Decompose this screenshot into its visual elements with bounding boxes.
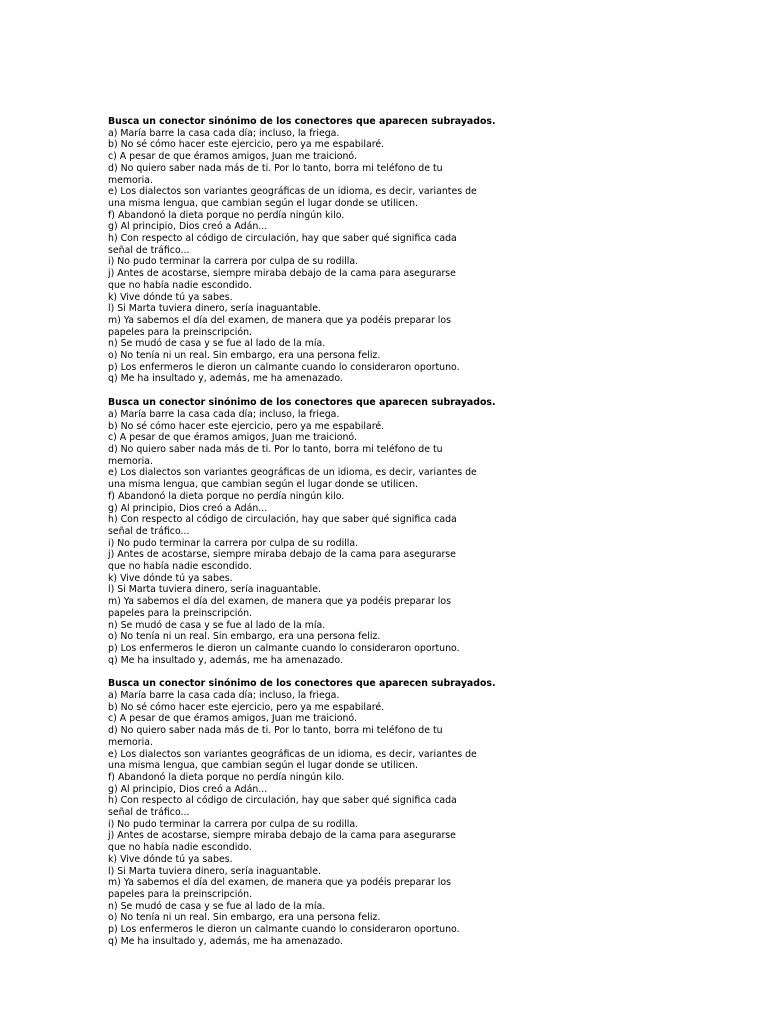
exercise-line: n) Se mudó de casa y se fue al lado de la mía. xyxy=(108,619,326,631)
exercise-line: l) Si Marta tuviera dinero, sería inaguantable. xyxy=(108,303,322,315)
exercise-line: una misma lengua, que cambian según el lugar donde se utilicen. xyxy=(108,479,419,491)
exercise-line: i) No pudo terminar la carrera por culpa de su rodilla. xyxy=(108,818,359,830)
exercise-title: Busca un conector sinónimo de los conectores que aparecen subrayados. xyxy=(108,678,496,690)
exercise-block xyxy=(108,397,508,666)
exercise-line: j) Antes de acostarse, siempre miraba debajo de la cama para asegurarse xyxy=(108,268,456,280)
exercise-line: i) No pudo terminar la carrera por culpa de su rodilla. xyxy=(108,256,359,268)
exercise-line: j) Antes de acostarse, siempre miraba debajo de la cama para asegurarse xyxy=(108,830,456,842)
exercise-line: m) Ya sabemos el día del examen, de manera que ya podéis preparar los xyxy=(108,314,452,326)
exercise-line: memoria. xyxy=(108,455,153,467)
exercise-line: k) Vive dónde tú ya sabes. xyxy=(108,291,233,303)
exercise-line: n) Se mudó de casa y se fue al lado de la mía. xyxy=(108,900,326,912)
exercise-line: m) Ya sabemos el día del examen, de manera que ya podéis preparar los xyxy=(108,877,452,889)
exercise-line: a) María barre la casa cada día; incluso, la friega. xyxy=(108,408,340,420)
exercise-line: n) Se mudó de casa y se fue al lado de la mía. xyxy=(108,338,326,350)
exercise-line: señal de tráfico... xyxy=(108,807,190,819)
exercise-line: f) Abandonó la dieta porque no perdía ningún kilo. xyxy=(108,209,345,221)
exercise-line: k) Vive dónde tú ya sabes. xyxy=(108,572,233,584)
exercise-title: Busca un conector sinónimo de los conectores que aparecen subrayados. xyxy=(108,116,496,127)
exercise-line: memoria. xyxy=(108,174,153,186)
exercise-line: una misma lengua, que cambian según el lugar donde se utilicen. xyxy=(108,760,419,772)
exercise-line: d) No quiero saber nada más de ti. Por lo tanto, borra mi teléfono de tu xyxy=(108,443,443,455)
exercise-line: e) Los dialectos son variantes geográficas de un idioma, es decir, variantes de xyxy=(108,748,477,760)
exercise-line: a) María barre la casa cada día; incluso, la friega. xyxy=(108,127,340,139)
exercise-line: señal de tráfico... xyxy=(108,244,190,256)
exercise-line: b) No sé cómo hacer este ejercicio, pero ya me espabilaré. xyxy=(108,701,385,713)
exercise-line: memoria. xyxy=(108,736,153,748)
exercise-block xyxy=(108,678,508,947)
exercise-line: g) Al principio, Dios creó a Adán... xyxy=(108,502,268,514)
exercise-line: o) No tenía ni un real. Sin embargo, era una persona feliz. xyxy=(108,912,381,924)
exercise-line: m) Ya sabemos el día del examen, de manera que ya podéis preparar los xyxy=(108,596,452,608)
exercise-line: f) Abandonó la dieta porque no perdía ningún kilo. xyxy=(108,490,345,502)
exercise-block xyxy=(108,116,508,385)
exercise-line: una misma lengua, que cambian según el lugar donde se utilicen. xyxy=(108,197,419,209)
document-page xyxy=(108,116,508,948)
exercise-line: o) No tenía ni un real. Sin embargo, era una persona feliz. xyxy=(108,350,381,362)
exercise-line: papeles para la preinscripción. xyxy=(108,889,253,900)
exercise-title: Busca un conector sinónimo de los conectores que aparecen subrayados. xyxy=(108,397,496,409)
exercise-line: q) Me ha insultado y, además, me ha amenazado. xyxy=(108,373,343,385)
exercise-line: g) Al principio, Dios creó a Adán... xyxy=(108,221,268,233)
exercise-line: q) Me ha insultado y, además, me ha amenazado. xyxy=(108,935,343,947)
exercise-line: q) Me ha insultado y, además, me ha amenazado. xyxy=(108,654,343,666)
exercise-line: l) Si Marta tuviera dinero, sería inaguantable. xyxy=(108,584,322,596)
exercise-line: l) Si Marta tuviera dinero, sería inaguantable. xyxy=(108,865,322,877)
exercise-line: g) Al principio, Dios creó a Adán... xyxy=(108,783,268,795)
exercise-line: b) No sé cómo hacer este ejercicio, pero ya me espabilaré. xyxy=(108,139,385,151)
exercise-line: p) Los enfermeros le dieron un calmante cuando lo consideraron oportuno. xyxy=(108,924,460,936)
exercise-line: j) Antes de acostarse, siempre miraba debajo de la cama para asegurarse xyxy=(108,549,456,561)
exercise-line: f) Abandonó la dieta porque no perdía ningún kilo. xyxy=(108,771,345,783)
exercise-line: c) A pesar de que éramos amigos, Juan me traicionó. xyxy=(108,713,357,725)
exercise-line: que no había nadie escondido. xyxy=(108,842,252,854)
exercise-line: d) No quiero saber nada más de ti. Por lo tanto, borra mi teléfono de tu xyxy=(108,162,443,174)
exercise-line: p) Los enfermeros le dieron un calmante cuando lo consideraron oportuno. xyxy=(108,642,460,654)
exercise-line: e) Los dialectos son variantes geográficas de un idioma, es decir, variantes de xyxy=(108,467,477,479)
exercise-line: d) No quiero saber nada más de ti. Por lo tanto, borra mi teléfono de tu xyxy=(108,725,443,737)
exercise-line: p) Los enfermeros le dieron un calmante cuando lo consideraron oportuno. xyxy=(108,361,460,373)
exercise-line: k) Vive dónde tú ya sabes. xyxy=(108,853,233,865)
exercise-line: papeles para la preinscripción. xyxy=(108,326,253,338)
exercise-line: a) María barre la casa cada día; incluso, la friega. xyxy=(108,690,340,702)
exercise-line: i) No pudo terminar la carrera por culpa de su rodilla. xyxy=(108,537,359,549)
exercise-line: señal de tráfico... xyxy=(108,525,190,537)
exercise-line: o) No tenía ni un real. Sin embargo, era una persona feliz. xyxy=(108,631,381,643)
exercise-line: que no había nadie escondido. xyxy=(108,561,252,573)
exercise-line: c) A pesar de que éramos amigos, Juan me traicionó. xyxy=(108,151,357,163)
exercise-line: b) No sé cómo hacer este ejercicio, pero ya me espabilaré. xyxy=(108,420,385,432)
exercise-line: h) Con respecto al código de circulación, hay que saber qué significa cada xyxy=(108,233,457,245)
exercise-line: papeles para la preinscripción. xyxy=(108,607,253,619)
exercise-line: h) Con respecto al código de circulación, hay que saber qué significa cada xyxy=(108,795,457,807)
exercise-line: e) Los dialectos son variantes geográficas de un idioma, es decir, variantes de xyxy=(108,186,477,198)
exercise-line: que no había nadie escondido. xyxy=(108,279,252,291)
exercise-line: c) A pesar de que éramos amigos, Juan me traicionó. xyxy=(108,432,357,444)
exercise-line: h) Con respecto al código de circulación, hay que saber qué significa cada xyxy=(108,514,457,526)
